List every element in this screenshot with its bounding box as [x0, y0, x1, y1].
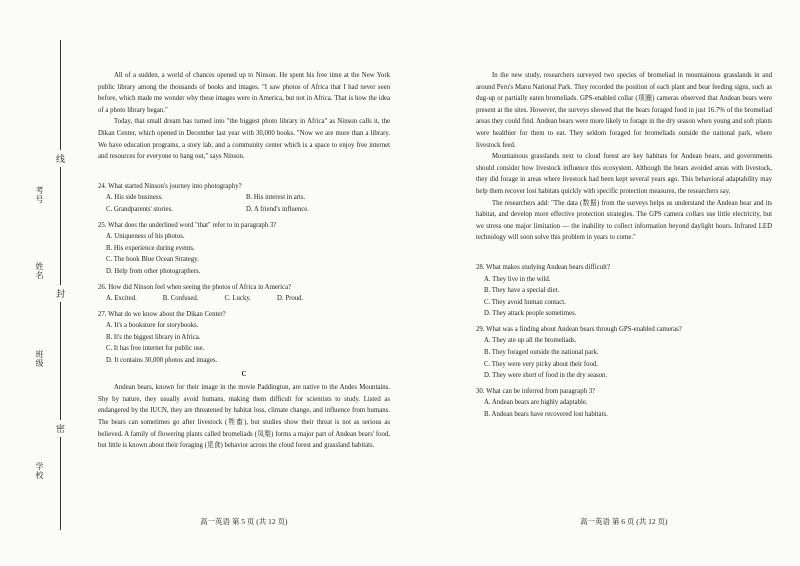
option[interactable]: C. The book Blue Ocean Strategy. — [106, 256, 199, 264]
binding-margin — [0, 0, 78, 566]
option[interactable]: B. His interest in arts. — [246, 194, 306, 202]
passage-paragraph: All of a sudden, a world of chances opened up to Ninson. He spent his free time at the New York public library among the thousands of books and images. "I saw photos of Africa that I had never seen before, which made me wonder why these images were in America, but not in Africa. That is how the idea of a photo library began." — [98, 72, 390, 114]
question-24: 24. What started Ninson's journey into photography? — [98, 182, 242, 190]
option[interactable]: B. It's the biggest library in Africa. — [106, 333, 201, 341]
question-26: 26. How did Ninson feel when seeing the photos of Africa in America? — [98, 283, 292, 291]
option[interactable]: C. Grandparents' stories. — [106, 205, 173, 213]
option[interactable]: A. Uniqueness of his photos. — [106, 233, 185, 241]
option[interactable]: B. They foraged outside the national park. — [484, 349, 599, 357]
option[interactable]: C. They avoid human contact. — [484, 298, 566, 306]
question-28: 28. What makes studying Andean bears difficult? — [476, 263, 610, 271]
option[interactable]: C. It has free internet for public use. — [106, 345, 205, 353]
option[interactable]: C. Lucky. — [224, 295, 252, 303]
passage-paragraph: Andean bears, known for their image in the movie Paddington, are native to the Andes Mountains. Shy by nature, they usually avoid humans, making them difficult for scientists to study. Listed as endangered by the IUCN, they are threatened by habitat loss, climate change, and influence from humans. The bears can sometimes go after livestock (牲畜), but studies show their threat is not as serious as believed. A family of flowering plants called bromeliads (凤梨) forms a major part of Andean bears' food, but little is known about their foraging (觅食) behavior across the cloud forest and grassland habitats. — [98, 384, 390, 450]
exam-number-label: 考号 — [35, 186, 44, 204]
name-label: 姓名 — [35, 262, 44, 280]
passage-paragraph: Mountainous grasslands next to cloud forest are key habitats for Andean bears, and governments should consider how livestock influence this ecosystem. Although the bears avoided areas with livestock, they did forage in areas where livestock had been kept several years ago. This behavioral adaptability may help them recover lost habitats quickly with specific protection measures, the researchers say. — [476, 153, 772, 195]
option[interactable]: D. Proud. — [277, 295, 304, 303]
option[interactable]: C. They were very picky about their food. — [484, 360, 599, 368]
option[interactable]: D. A friend's influence. — [246, 205, 309, 213]
question-26-options — [98, 293, 390, 305]
option[interactable]: B. Confused. — [162, 295, 199, 303]
option[interactable]: A. They ate up all the bromeliads. — [484, 337, 577, 345]
page-6-column — [476, 70, 772, 421]
page-5-column — [98, 70, 390, 452]
passage-paragraph: In the new study, researchers surveyed two species of bromeliad in mountainous grasslands in and around Peru's Manu National Park. They recorded the position of each plant and bear feeding signs, such as dug-up or partially eaten bromeliads. GPS-enabled collar (项圈) cameras observed that Andean bears were present at the sites. However, the surveys showed that the bears foraged food in just 16.7% of the bromeliad areas they could find. Andean bears were more likely to forage in the dry season when young and soft plants were healthier for them to eat. They seldom foraged for bromeliads outside the national park, where livestock feed. — [476, 72, 772, 149]
option[interactable]: A. It's a bookstore for storybooks. — [106, 322, 199, 330]
passage-paragraph: Today, that small dream has turned into "the biggest photo library in Africa" as Ninson calls it, the Dikan Center, which opened in December last year with 30,000 books. "Now we are more than a library. We have education programs, a story lab, and a community center which is a space to enjoy free internet and resources for everyone to hang out," says Ninson. — [98, 118, 390, 161]
question-30: 30. What can be inferred from paragraph 3? — [476, 387, 596, 395]
option[interactable]: B. They have a special diet. — [484, 287, 560, 295]
option[interactable]: D. Help from other photographers. — [106, 267, 201, 275]
question-27: 27. What do we know about the Dikan Center? — [98, 310, 226, 318]
seal-seal-char: 封 — [56, 285, 65, 302]
class-label: 班级 — [35, 350, 44, 368]
option[interactable]: A. They live in the wild. — [484, 275, 551, 283]
page-footer-left: 高一英语 第 5 页 (共 12 页) — [200, 517, 288, 526]
option[interactable]: D. They were short of food in the dry season. — [484, 372, 608, 380]
option[interactable]: A. His side business. — [106, 194, 163, 202]
option[interactable]: B. Andean bears have recovered lost habitats. — [484, 411, 608, 419]
option[interactable]: B. His experience during events. — [106, 244, 195, 252]
option[interactable]: D. It contains 30,000 photos and images. — [106, 357, 218, 365]
option[interactable]: A. Andean bears are highly adaptable. — [484, 399, 588, 407]
option[interactable]: A. Excited. — [106, 295, 137, 303]
seal-line-char: 线 — [56, 150, 65, 167]
section-heading: C — [241, 370, 247, 378]
question-29: 29. What was a finding about Andean bears through GPS-enabled cameras? — [476, 325, 682, 333]
page-footer-right: 高一英语 第 6 页 (共 12 页) — [580, 517, 668, 526]
school-label: 学校 — [35, 462, 44, 480]
question-25: 25. What does the underlined word "that" refer to in paragraph 3? — [98, 221, 277, 229]
seal-close-char: 密 — [56, 420, 65, 437]
option[interactable]: D. They attack people sometimes. — [484, 310, 577, 318]
passage-paragraph: The researchers add: "The data (数据) from the surveys helps us understand the Andean bear and its habitat, and develop more effective protection strategies. The GPS camera collars use little electricity, but we stress one major limitation — the inability to collect information beyond daylight hours. Infrared LED technology will soon solve this problem in years to come." — [476, 199, 772, 242]
question-24-options — [98, 192, 390, 215]
